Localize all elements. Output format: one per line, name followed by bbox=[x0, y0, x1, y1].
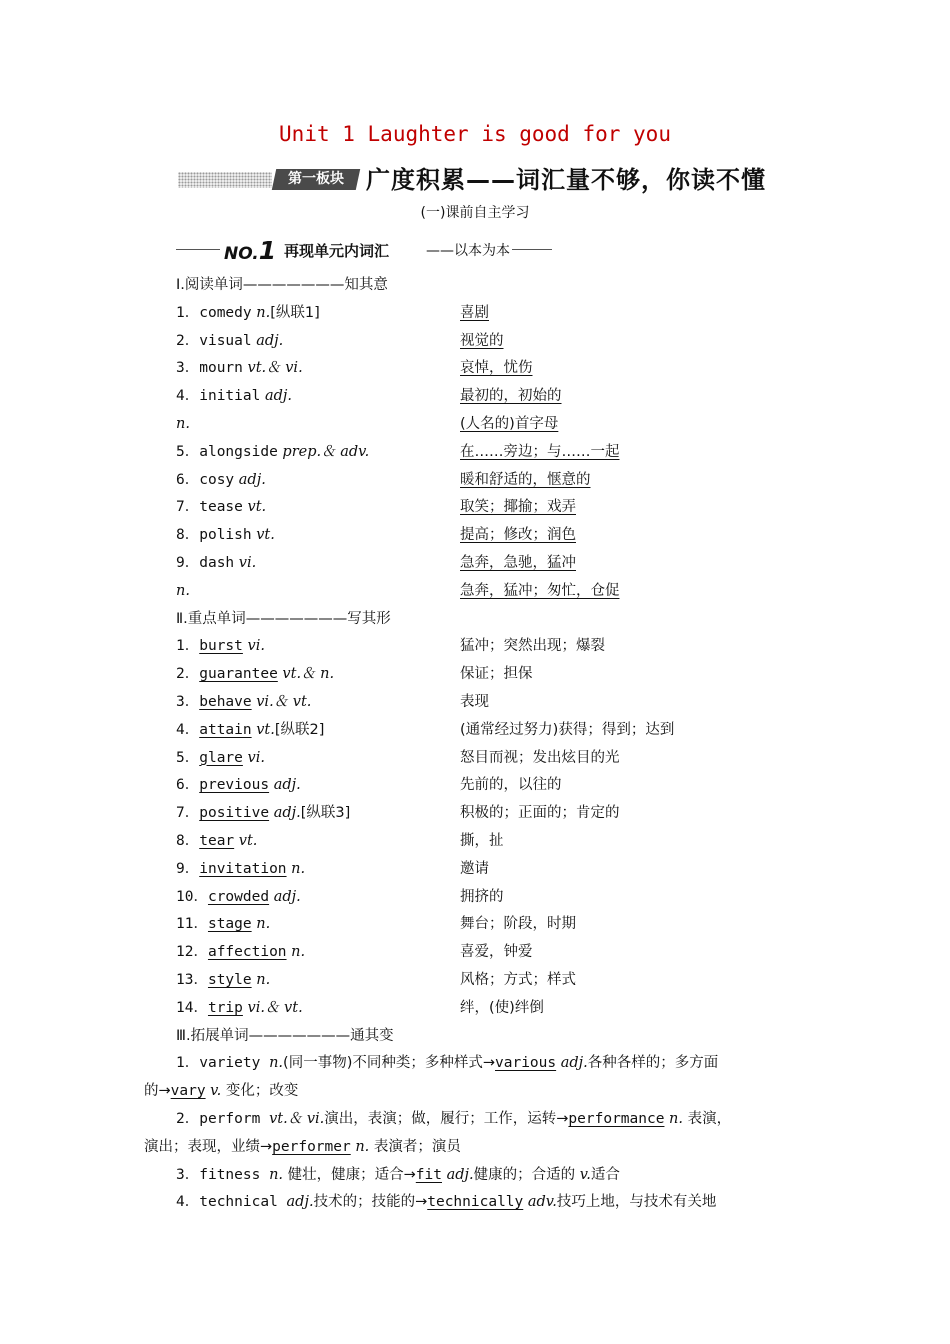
expansion-line bbox=[176, 1109, 731, 1129]
vocab-row-left bbox=[176, 525, 275, 545]
vocab-word: affection bbox=[207, 944, 287, 961]
definition-text: 各种各样的；多方面 bbox=[587, 1055, 719, 1072]
vocab-row-left bbox=[176, 803, 350, 823]
item-number: 6． bbox=[176, 471, 200, 488]
base-word: 4．technical bbox=[176, 1194, 287, 1211]
part-of-speech: n. bbox=[176, 582, 190, 599]
definition-text: 技术的；技能的→ bbox=[313, 1194, 428, 1211]
vocab-row-left bbox=[176, 581, 190, 601]
vocab-row-left bbox=[176, 303, 320, 323]
vocab-row-left bbox=[176, 720, 324, 740]
part-of-speech: adj. bbox=[442, 1166, 474, 1183]
part-heading: Ⅰ.阅读单词———————知其意 bbox=[176, 277, 388, 293]
vocab-word: burst bbox=[199, 638, 243, 655]
item-number: 11． bbox=[176, 916, 208, 933]
base-word: 1．variety bbox=[176, 1055, 270, 1072]
part-of-speech: adj. bbox=[238, 471, 266, 488]
unit-title: Unit 1 Laughter is good for you bbox=[279, 122, 671, 146]
part-of-speech: adj. bbox=[286, 1194, 314, 1211]
vocab-row-left bbox=[176, 331, 283, 351]
part-of-speech: adj. bbox=[273, 777, 301, 794]
vocab-row-left bbox=[176, 553, 256, 573]
part-of-speech: vt.＆ vi. bbox=[269, 1111, 325, 1127]
vocab-row-left bbox=[176, 497, 266, 517]
vocab-row-left bbox=[176, 970, 270, 990]
part-of-speech: adj. bbox=[264, 388, 292, 405]
cross-ref: [纵联3] bbox=[300, 805, 351, 822]
vocab-word: invitation bbox=[199, 860, 287, 877]
derived-word: performance bbox=[568, 1111, 665, 1127]
section-banner bbox=[178, 160, 778, 194]
vocab-meaning: 急奔，急驰，猛冲 bbox=[460, 555, 576, 571]
expansion-line bbox=[176, 1192, 716, 1212]
part-of-speech: adv. bbox=[523, 1194, 557, 1211]
part-of-speech: vt. bbox=[256, 527, 275, 544]
banner-tag-label: 第一板块 bbox=[288, 171, 344, 187]
base-word: 2．perform bbox=[176, 1111, 270, 1127]
vocab-meaning: 撕，扯 bbox=[460, 833, 504, 849]
vocab-meaning: 在……旁边；与……一起 bbox=[460, 443, 620, 460]
part-of-speech: n. bbox=[269, 1055, 284, 1072]
vocab-word: mourn bbox=[199, 360, 243, 377]
section-number bbox=[224, 236, 276, 265]
vocab-meaning: 急奔，猛冲；匆忙，仓促 bbox=[460, 582, 620, 599]
vocab-row-left bbox=[176, 636, 265, 656]
part-of-speech: vt.＆ vi. bbox=[247, 360, 303, 377]
vocab-word: stage bbox=[207, 916, 252, 933]
vocab-row-left bbox=[176, 692, 311, 712]
item-number: 2． bbox=[176, 666, 200, 683]
vocab-row-left bbox=[176, 664, 334, 684]
vocab-meaning: 拥挤的 bbox=[460, 888, 504, 905]
vocab-meaning: 绊，(使)绊倒 bbox=[460, 999, 544, 1016]
item-number: 2． bbox=[176, 332, 200, 349]
vocab-word: style bbox=[207, 972, 252, 988]
part-of-speech: vi. bbox=[247, 638, 265, 655]
vocab-meaning: 邀请 bbox=[460, 860, 489, 877]
vocab-meaning: 哀悼，忧伤 bbox=[460, 360, 533, 377]
part-of-speech: vi.＆ vt. bbox=[256, 694, 312, 710]
vocab-meaning: 积极的；正面的；肯定的 bbox=[460, 805, 620, 822]
vocab-word: behave bbox=[199, 694, 252, 710]
section-subtitle: ——以本为本 bbox=[426, 243, 510, 259]
vocab-meaning: 喜爱，钟爱 bbox=[460, 944, 533, 961]
vocab-meaning: 先前的，以往的 bbox=[460, 777, 562, 794]
item-number: 8． bbox=[176, 833, 200, 849]
base-word: 3．fitness bbox=[176, 1166, 270, 1183]
vocab-word: cosy bbox=[199, 471, 235, 488]
vocab-meaning: (人名的)首字母 bbox=[460, 416, 559, 432]
section-no-num: 1 bbox=[258, 236, 277, 265]
vocab-row-left bbox=[176, 386, 292, 406]
vocab-word: dash bbox=[199, 555, 235, 571]
item-number: 9． bbox=[176, 860, 200, 877]
vocab-row-left bbox=[176, 998, 303, 1018]
vocab-row-left bbox=[176, 470, 266, 490]
part-of-speech: n. bbox=[291, 860, 306, 877]
vocab-word: positive bbox=[199, 805, 270, 822]
item-number: 10． bbox=[176, 888, 208, 905]
part-of-speech: n. bbox=[269, 1166, 284, 1183]
expansion-line bbox=[176, 1165, 620, 1185]
item-number: 3． bbox=[176, 694, 200, 710]
item-number: 5． bbox=[176, 749, 200, 766]
part-of-speech: vt.＆ n. bbox=[282, 666, 335, 683]
definition-text: 技巧上地，与技术有关地 bbox=[556, 1194, 717, 1211]
part-of-speech: vt. bbox=[247, 499, 267, 516]
cross-ref: [纵联2] bbox=[274, 721, 325, 738]
part-of-speech: n. bbox=[256, 916, 271, 933]
item-number: 1． bbox=[176, 638, 200, 655]
part-of-speech: adj. bbox=[556, 1055, 588, 1072]
item-number: 7． bbox=[176, 805, 200, 822]
derived-word: technically bbox=[427, 1194, 524, 1211]
definition-text: 演出；表现，业绩→ bbox=[144, 1138, 273, 1155]
vocab-word: previous bbox=[199, 777, 270, 794]
definition-text: (同一事物)不同种类；多种样式→ bbox=[283, 1055, 495, 1072]
subheading: (一)课前自主学习 bbox=[420, 205, 530, 221]
vocab-row-left bbox=[176, 831, 257, 851]
part-of-speech: prep.＆ adv. bbox=[282, 443, 370, 460]
vocab-row-left bbox=[176, 442, 369, 462]
banner-tag bbox=[272, 169, 360, 190]
vocab-meaning: 喜剧 bbox=[460, 304, 489, 321]
vocab-word: visual bbox=[199, 332, 252, 349]
item-number: 5． bbox=[176, 443, 200, 460]
definition-text: 表演者；演员 bbox=[369, 1138, 461, 1155]
vocab-word: trip bbox=[207, 999, 243, 1016]
vocab-word: tease bbox=[199, 499, 243, 516]
vocab-meaning: 暖和舒适的，惬意的 bbox=[460, 471, 591, 488]
vocab-row-left bbox=[176, 748, 265, 768]
definition-text: 适合 bbox=[590, 1166, 620, 1183]
vocab-meaning: 视觉的 bbox=[460, 332, 504, 349]
item-number: 6． bbox=[176, 777, 200, 794]
definition-text: 的→ bbox=[144, 1083, 171, 1100]
vocab-row-left bbox=[176, 775, 301, 795]
item-number: 9． bbox=[176, 555, 200, 571]
part-of-speech: n. bbox=[664, 1111, 684, 1127]
section-name: 再现单元内词汇 bbox=[284, 242, 390, 260]
rule-right bbox=[512, 249, 552, 250]
derived-word: various bbox=[495, 1055, 557, 1072]
part-of-speech: vi. bbox=[247, 749, 265, 766]
item-number: 4． bbox=[176, 721, 200, 738]
part-of-speech: vt. bbox=[256, 721, 275, 738]
vocab-meaning: 表现 bbox=[460, 694, 489, 710]
vocab-word: polish bbox=[199, 527, 252, 544]
expansion-line bbox=[144, 1081, 298, 1101]
vocab-row-left bbox=[176, 414, 190, 434]
dotted-decoration bbox=[178, 172, 272, 188]
part-of-speech: n. bbox=[350, 1138, 370, 1155]
vocab-meaning: 猛冲；突然出现；爆裂 bbox=[460, 638, 605, 655]
rule-left bbox=[176, 249, 220, 250]
part-of-speech: v. bbox=[205, 1083, 222, 1100]
vocab-meaning: 风格；方式；样式 bbox=[460, 972, 576, 988]
part-of-speech: vt. bbox=[238, 833, 258, 849]
vocab-meaning: 提高；修改；润色 bbox=[460, 527, 576, 544]
part-of-speech: adj. bbox=[273, 888, 301, 905]
item-number: 12． bbox=[176, 944, 208, 961]
expansion-line bbox=[176, 1053, 718, 1073]
item-number: 7． bbox=[176, 499, 200, 516]
part-of-speech: n. bbox=[176, 416, 190, 432]
derived-word: performer bbox=[272, 1138, 351, 1155]
definition-text: 健康的；合适的 bbox=[473, 1166, 580, 1183]
item-number: 13． bbox=[176, 972, 208, 988]
part-of-speech: v. bbox=[579, 1166, 591, 1183]
vocab-word: crowded bbox=[207, 888, 270, 905]
vocab-row-left bbox=[176, 914, 270, 934]
item-number: 4． bbox=[176, 388, 200, 405]
vocab-row-left bbox=[176, 859, 305, 879]
vocab-row-left bbox=[176, 887, 301, 907]
vocab-meaning: 取笑；揶揄；戏弄 bbox=[460, 499, 576, 516]
vocab-row-left bbox=[176, 942, 305, 962]
cross-ref: [纵联1] bbox=[270, 304, 320, 321]
derived-word: fit bbox=[415, 1166, 442, 1183]
part-of-speech: vi.＆ vt. bbox=[247, 999, 303, 1016]
part-of-speech: n. bbox=[256, 972, 271, 988]
part-of-speech: vi. bbox=[238, 555, 257, 571]
vocab-row-left bbox=[176, 358, 303, 378]
item-number: 14． bbox=[176, 999, 208, 1016]
vocab-word: comedy bbox=[199, 304, 252, 321]
item-number: 3． bbox=[176, 360, 200, 377]
vocab-word: tear bbox=[199, 833, 235, 849]
derived-word: vary bbox=[170, 1083, 206, 1100]
section-header bbox=[176, 236, 556, 264]
vocab-meaning: 最初的，初始的 bbox=[460, 388, 562, 405]
vocab-word: attain bbox=[199, 721, 252, 738]
vocab-word: glare bbox=[199, 749, 243, 766]
expansion-line bbox=[144, 1137, 461, 1157]
vocab-word: initial bbox=[199, 388, 261, 405]
section-no-prefix: NO. bbox=[224, 244, 259, 264]
item-number: 8． bbox=[176, 527, 200, 544]
vocab-word: alongside bbox=[199, 443, 278, 460]
vocab-meaning: (通常经过努力)获得；得到；达到 bbox=[460, 721, 675, 738]
part-of-speech: adj. bbox=[273, 805, 301, 822]
part-heading: Ⅲ.拓展单词———————通其变 bbox=[176, 1027, 394, 1044]
banner-heading: 广度积累——词汇量不够，你读不懂 bbox=[366, 166, 766, 194]
definition-text: 演出，表演；做，履行；工作，运转→ bbox=[324, 1111, 569, 1127]
part-heading: Ⅱ.重点单词———————写其形 bbox=[176, 610, 391, 627]
vocab-meaning: 保证；担保 bbox=[460, 666, 533, 683]
part-of-speech: n. bbox=[291, 944, 306, 961]
part-of-speech: adj. bbox=[256, 332, 284, 349]
vocab-meaning: 怒目而视；发出炫目的光 bbox=[460, 749, 620, 766]
part-of-speech: n. bbox=[256, 304, 271, 321]
vocab-meaning: 舞台；阶段，时期 bbox=[460, 916, 576, 933]
item-number: 1． bbox=[176, 304, 200, 321]
definition-text: 健壮，健康；适合→ bbox=[283, 1166, 416, 1183]
vocab-word: guarantee bbox=[199, 666, 278, 683]
definition-text: 变化；改变 bbox=[221, 1083, 299, 1100]
definition-text: 表演， bbox=[683, 1111, 732, 1127]
